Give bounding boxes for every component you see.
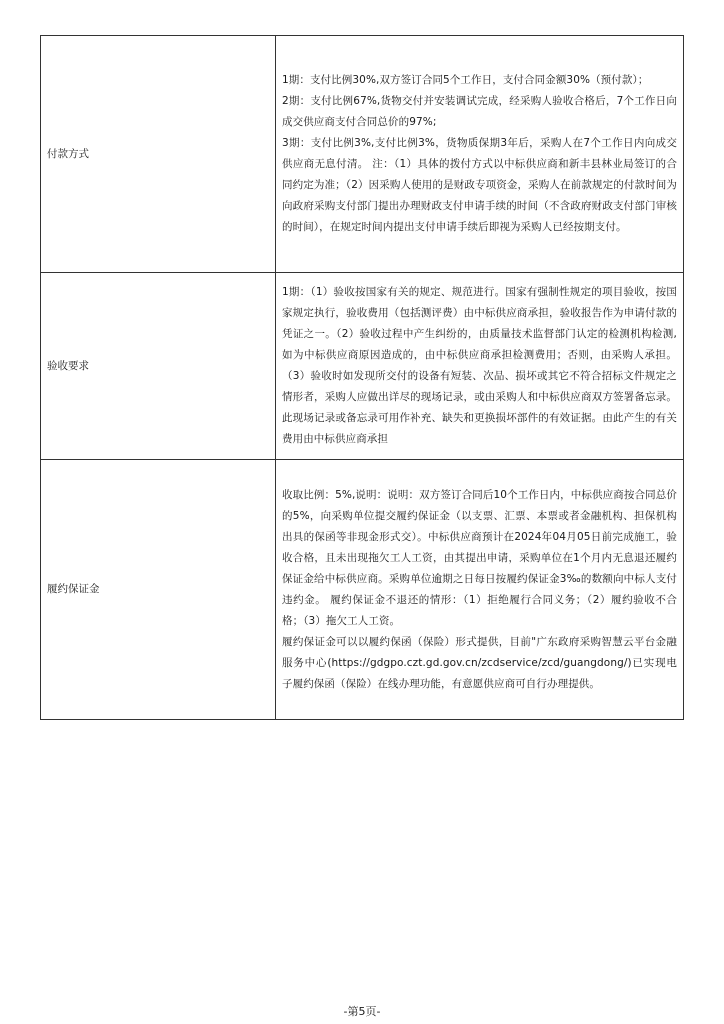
row-content-performance-bond	[276, 460, 684, 720]
table-row-payment-method	[41, 36, 684, 273]
row-label-performance-bond: 履约保证金	[41, 460, 276, 720]
row-content-payment-method	[276, 36, 684, 273]
payment-phase-1: 1期：支付比例30%,双方签订合同5个工作日，支付合同金额30%（预付款）；	[282, 74, 649, 86]
row-label-payment-method: 付款方式	[41, 36, 276, 273]
acceptance-phase-1: 1期：（1）验收按国家有关的规定、规范进行。国家有强制性规定的项目验收，按国家规定执行，验收费用（包括测评费）由中标供应商承担，验收报告作为申请付款的凭证之一。（2）验收过程中产生纠纷的，由质量技术监督部门认定的检测机构检测,如为中标供应商原因造成的，由中标供应商承担检测费用；否则，由采购人承担。（3）验收时如发现所交付的设备有短装、次品、损坏或其它不符合招标文件规定之情形者，采购人应做出详尽的现场记录，或由采购人和中标供应商双方签署备忘录。此现场记录或备忘录可用作补充、缺失和更换损坏部件的有效证据。由此产生的有关费用由中标供应商承担	[282, 286, 677, 445]
row-label-acceptance-requirements: 验收要求	[41, 273, 276, 460]
row-content-acceptance-requirements	[276, 273, 684, 460]
performance-bond-terms: 收取比例：5%,说明：说明：双方签订合同后10个工作日内，中标供应商按合同总价的5%，向采购单位提交履约保证金（以支票、汇票、本票或者金融机构、担保机构出具的保函等非现金形式交）。中标供应商预计在2024年04月05日前完成施工，验收合格，且未出现拖欠工人工资，由其提出申请，采购单位在1个月内无息退还履约保证金给中标供应商。采购单位逾期之日每日按履约保证金3‰的数额向中标人支付违约金。 履约保证金不退还的情形：（1）拒绝履行合同义务；（2）履约验收不合格；（3）拖欠工人工资。	[282, 488, 677, 627]
table-row-performance-bond	[41, 460, 684, 720]
table-row-acceptance-requirements	[41, 273, 684, 460]
performance-bond-guarantee-note: 履约保证金可以以履约保函（保险）形式提供，目前"广东政府采购智慧云平台金融服务中心(https://gdgpo.czt.gd.gov.cn/zcdservice/zcd/guangdong/)已实现电子履约保函（保险）在线办理功能，有意愿供应商可自行办理提供。	[282, 635, 677, 690]
procurement-terms-table	[40, 35, 684, 720]
page-number: -第5页-	[343, 1005, 381, 1018]
payment-phase-3: 3期：支付比例3%,支付比例3%，货物质保期3年后，采购人在7个工作日内向成交供应商无息付清。 注：（1）具体的拨付方式以中标供应商和新丰县林业局签订的合同约定为准；（2）因采购人使用的是财政专项资金，采购人在前款规定的付款时间为向政府采购支付部门提出办理财政支付申请手续的时间（不含政府财政支付部门审核的时间），在规定时间内提出支付申请手续后即视为采购人已经按期支付。	[282, 137, 677, 233]
payment-phase-2: 2期：支付比例67%,货物交付并安装调试完成，经采购人验收合格后，7个工作日向成交供应商支付合同总价的97%;	[282, 95, 677, 128]
